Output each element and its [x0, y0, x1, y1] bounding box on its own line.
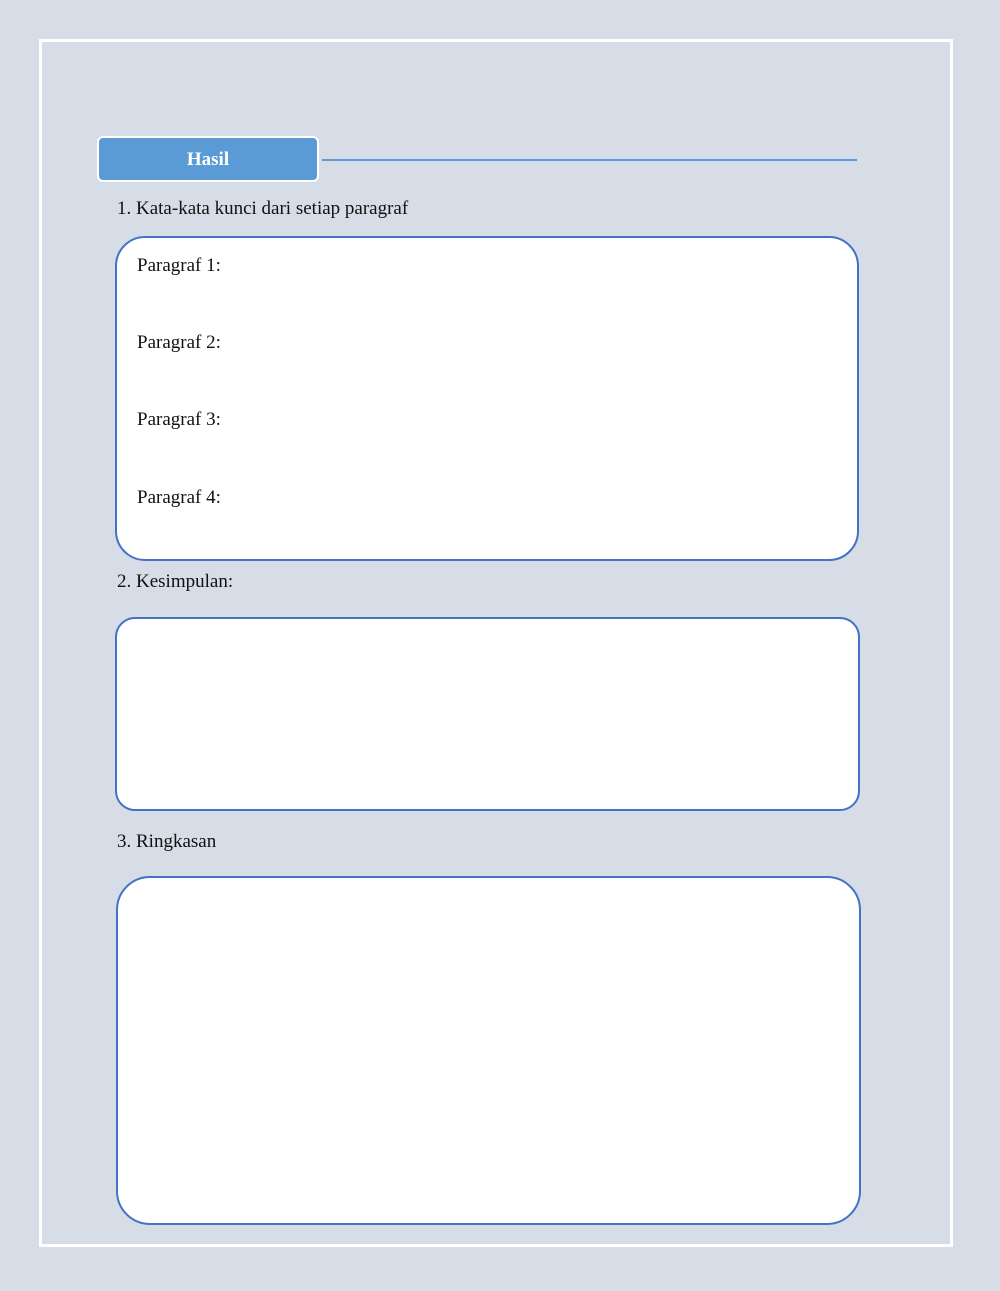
conclusion-answer-box[interactable] [115, 617, 860, 811]
question-3-label: 3. Ringkasan [117, 831, 217, 852]
keywords-answer-box[interactable] [115, 236, 859, 561]
paragraph-4-label: Paragraf 4: [137, 487, 221, 508]
section-title: Hasil [186, 149, 230, 170]
section-title-tab [97, 136, 319, 182]
section-divider-line [322, 159, 857, 161]
question-1-label: 1. Kata-kata kunci dari setiap paragraf [117, 198, 409, 219]
paragraph-1-label: Paragraf 1: [137, 255, 221, 276]
question-2-label: 2. Kesimpulan: [117, 571, 234, 592]
paragraph-3-label: Paragraf 3: [137, 409, 221, 430]
paragraph-2-label: Paragraf 2: [137, 332, 221, 353]
summary-answer-box[interactable] [116, 876, 861, 1225]
